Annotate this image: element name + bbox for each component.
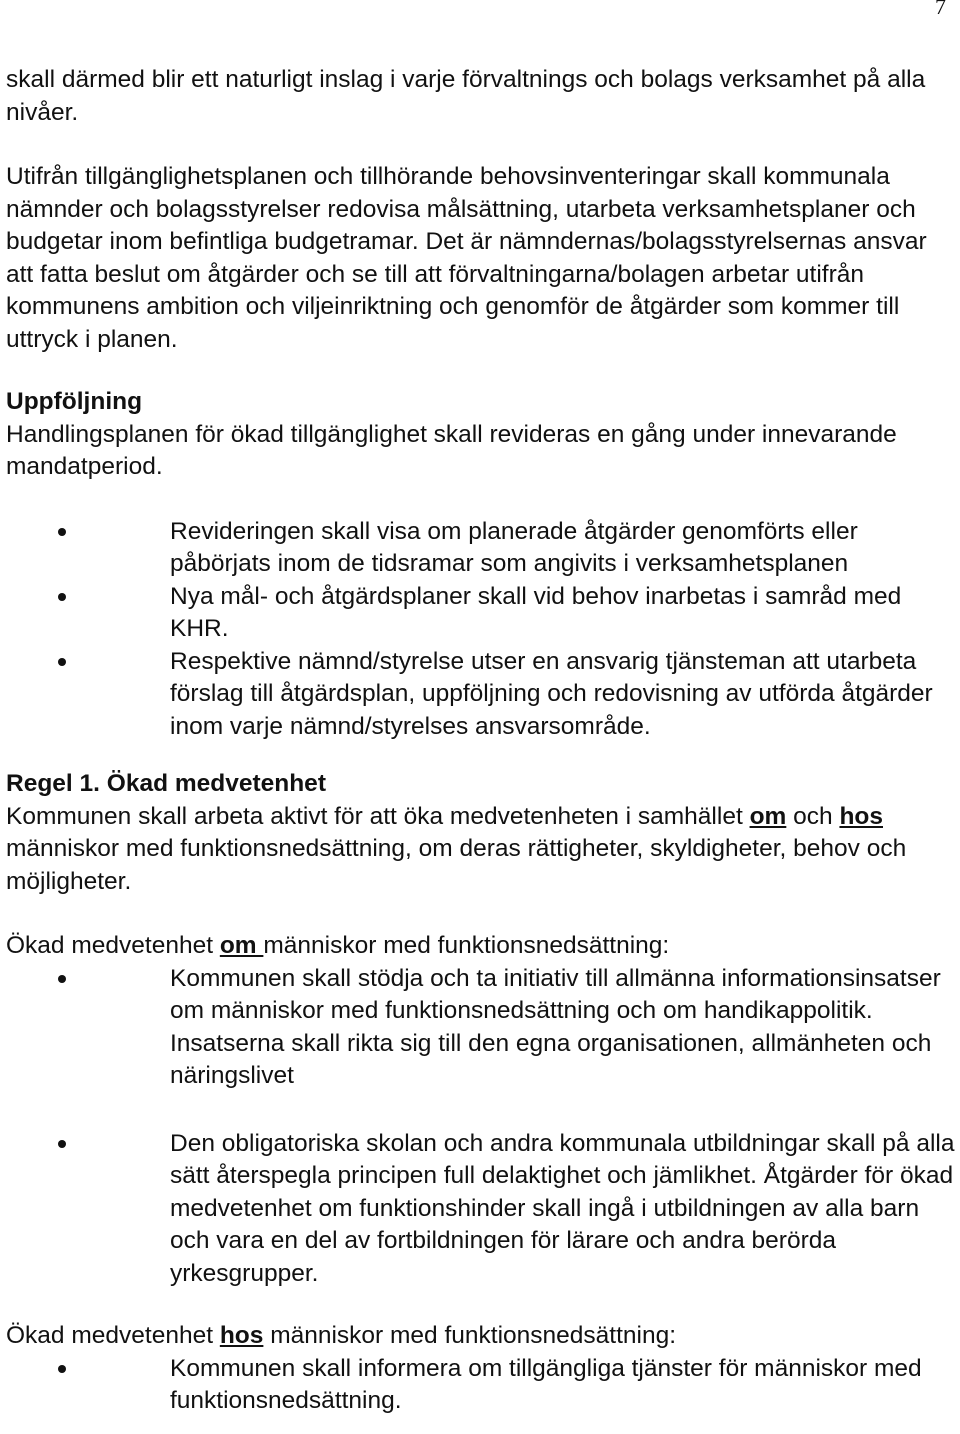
list-item: Kommunen skall informera om tillgängliga tjänster för människor med funktionsnedsättning. xyxy=(6,1353,958,1418)
awareness-among-lead: Ökad medvetenhet hos människor med funktionsnedsättning: xyxy=(6,1322,677,1349)
followup-text: Handlingsplanen för ökad tillgänglighet skall revideras en gång under innevarande mandatperiod. xyxy=(6,420,897,480)
followup-bullet-list xyxy=(6,516,958,744)
intro-paragraph-1: skall därmed blir ett naturligt inslag i varje förvaltnings och bolags verksamhet på alla nivåer. xyxy=(6,66,926,126)
bullet-icon xyxy=(58,1365,66,1373)
list-item: Kommunen skall stödja och ta initiativ till allmänna informationsinsatser om människor med funktionsnedsättning och om handikappolitik. Insatserna skall rikta sig till den egna organisationen, allmänheten och näringslivet xyxy=(6,963,958,1093)
rule1-heading: Regel 1. Ökad medvetenhet xyxy=(6,770,326,797)
list-item: Respektive nämnd/styrelse utser en ansvarig tjänsteman att utarbeta förslag till åtgärdsplan, uppföljning och redovisning av utförda åtgärder inom varje nämnd/styrelses ansvarsområde. xyxy=(6,646,958,744)
list-item: Nya mål- och åtgärdsplaner skall vid behov inarbetas i samråd med KHR. xyxy=(6,581,958,646)
list-item: Revideringen skall visa om planerade åtgärder genomförts eller påbörjats inom de tidsramar som angivits i verksamhetsplanen xyxy=(6,516,958,581)
bullet-icon xyxy=(58,658,66,666)
awareness-among-bullet-list xyxy=(6,1353,958,1418)
bullet-icon xyxy=(58,1140,66,1148)
bullet-icon xyxy=(58,593,66,601)
page-number: 7 xyxy=(935,0,946,19)
awareness-about-bullet-list xyxy=(6,963,958,1291)
document-body xyxy=(6,0,958,1418)
followup-heading: Uppföljning xyxy=(6,388,143,415)
bullet-icon xyxy=(58,528,66,536)
awareness-about-lead: Ökad medvetenhet om människor med funktionsnedsättning: xyxy=(6,932,670,959)
intro-paragraph-2: Utifrån tillgänglighetsplanen och tillhörande behovsinventeringar skall kommunala nämnder och bolagsstyrelser redovisa målsättning, utarbeta verksamhetsplaner och budgetar inom befintliga budgetramar. Det är nämndernas/bolagsstyrelsernas ansvar att fatta beslut om åtgärder och se till att förvaltningarna/bolagen arbetar utifrån kommunens ambition och viljeinriktning och genomför de åtgärder som kommer till uttryck i planen. xyxy=(6,163,927,353)
bullet-icon xyxy=(58,975,66,983)
rule1-text: Kommunen skall arbeta aktivt för att öka medvetenheten i samhället om och hos människor med funktionsnedsättning, om deras rättigheter, skyldigheter, behov och möjligheter. xyxy=(6,802,907,895)
list-item: Den obligatoriska skolan och andra kommunala utbildningar skall på alla sätt återspegla principen full delaktighet och jämlikhet. Åtgärder för ökad medvetenhet om funktionshinder skall ingå i utbildningen av alla barn och vara en del av fortbildningen för lärare och andra berörda yrkesgrupper. xyxy=(6,1128,958,1291)
